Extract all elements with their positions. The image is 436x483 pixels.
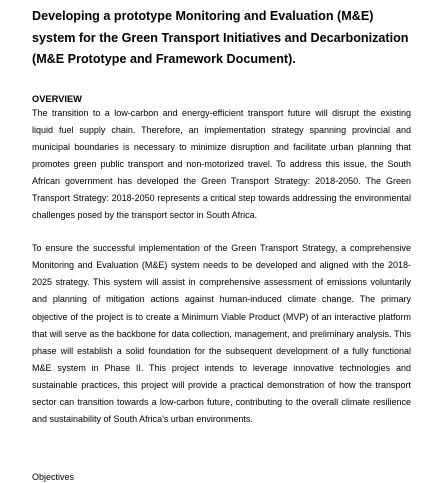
overview-paragraph-1: The transition to a low-carbon and energy-efficient transport future will disrupt the existing liquid fuel supply chain. Therefore, an implementation strategy spanning provincial and municipal boundaries is necessary to minimize disruption and facilitate urban planning that promotes green public transport and non-motorized travel. To address this issue, the South African government has developed the Green Transport Strategy: 2018-2050. The Green Transport Strategy: 2018-2050 represents a critical step towards addressing the environmental challenges posed by the transport sector in South Africa. — [32, 107, 411, 221]
overview-paragraph-2: To ensure the successful implementation of the Green Transport Strategy, a comprehensive Monitoring and Evaluation (M&E) system needs to be developed and aligned with the 2018-2025 strategy. This system will assist in comprehensive assessment of emissions voluntarily and planning of mitigation actions against human-induced climate change. The primary objective of the project is to create a Minimum Viable Product (MVP) of an interactive platform that will serve as the backbone for data collection, management, and preliminary analysis. This phase will establish a solid foundation for the subsequent development of a fully functional M&E system in Phase II. This project intends to leverage innovative technologies and sustainable practices, this project will provide a practical demonstration of how the transport sector can transition towards a low-carbon future, contributing to the overall climate resilience and sustainability of South Africa's urban environments. — [32, 243, 411, 425]
section-heading-overview: OVERVIEW — [32, 93, 82, 104]
document-page — [32, 6, 411, 428]
document-title: Developing a prototype Monitoring and Evaluation (M&E) system for the Green Transport Initiatives and Decarbonization (M&E Prototype and Framework Document). — [32, 9, 409, 66]
partial-next-heading: Objectives — [32, 472, 75, 482]
